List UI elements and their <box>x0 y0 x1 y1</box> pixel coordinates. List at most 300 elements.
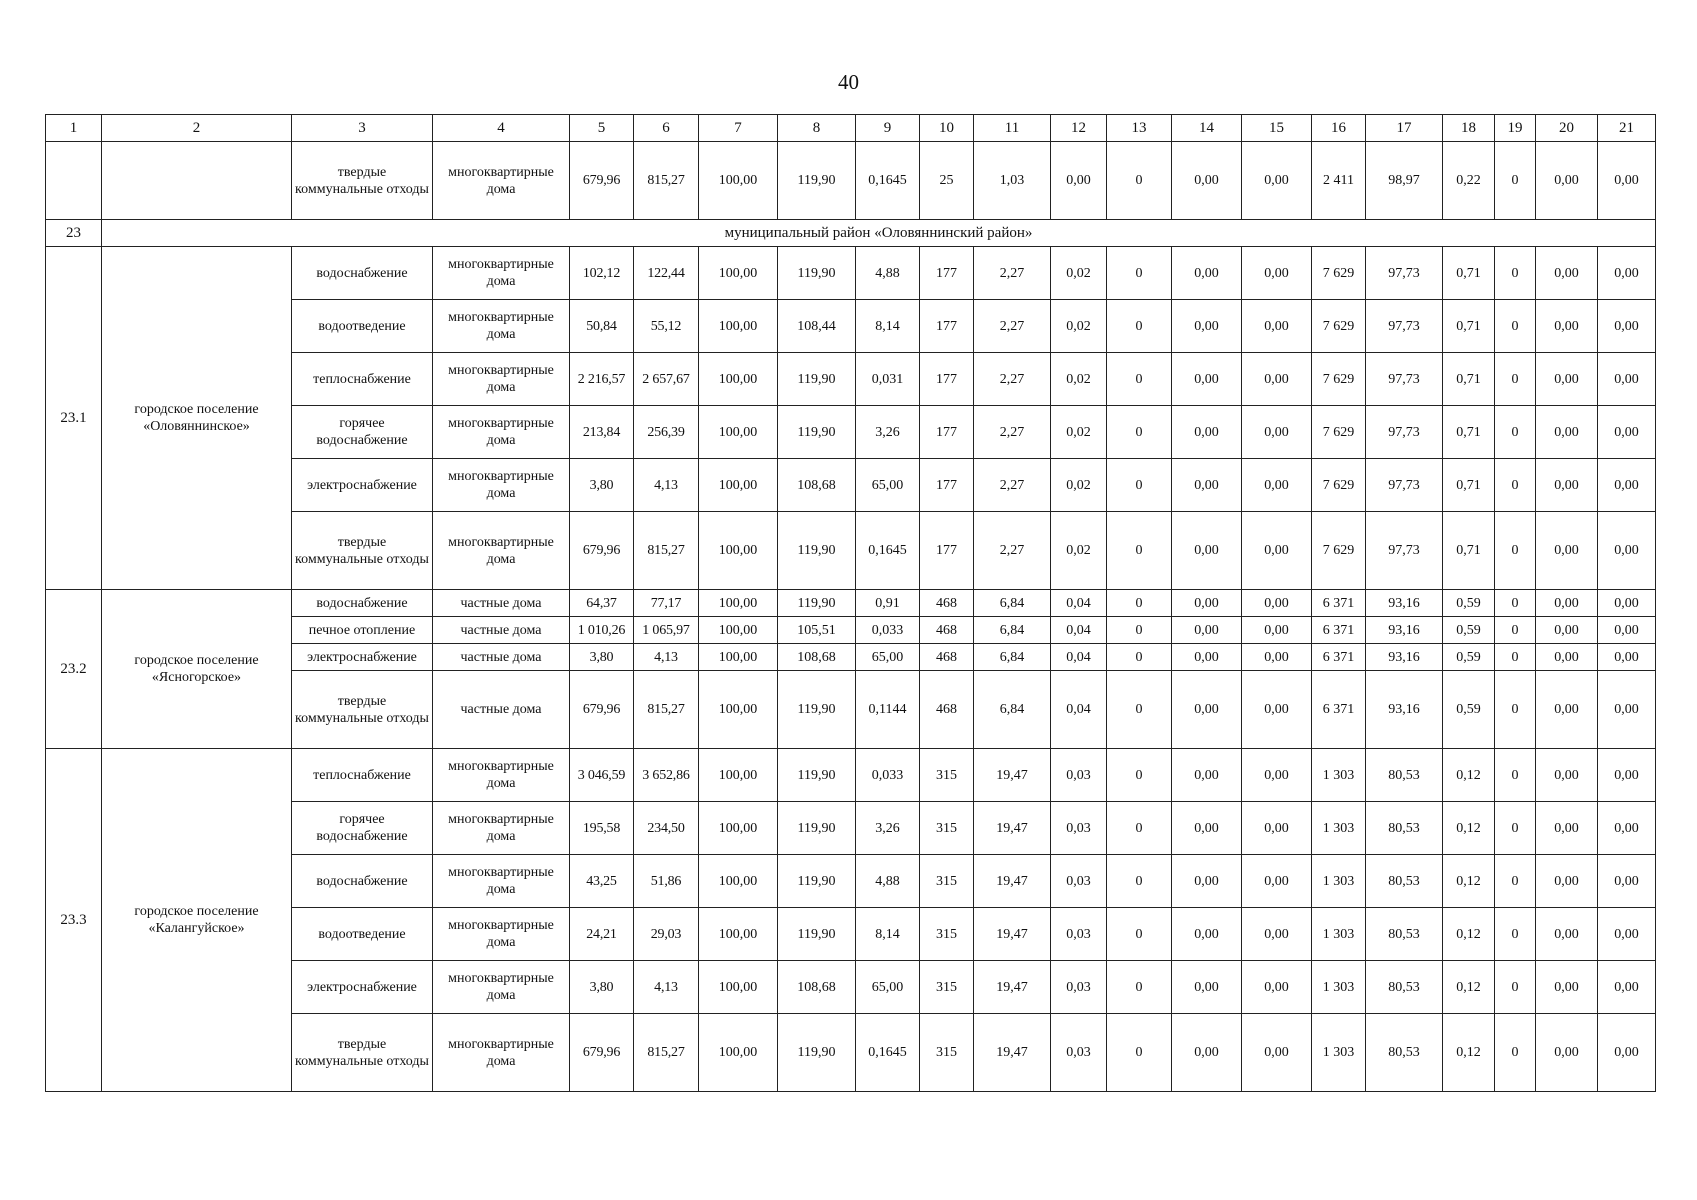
table-cell: 64,37 <box>570 590 634 617</box>
table-cell: 50,84 <box>570 300 634 353</box>
service-cell: водоснабжение <box>292 247 433 300</box>
table-cell: 80,53 <box>1366 961 1443 1014</box>
table-cell: 177 <box>920 406 974 459</box>
table-cell: 19,47 <box>974 855 1051 908</box>
table-cell: 0,00 <box>1242 644 1312 671</box>
table-cell: 0,02 <box>1051 406 1107 459</box>
table-cell: 468 <box>920 617 974 644</box>
table-cell: 0,00 <box>1172 590 1242 617</box>
table-cell: 177 <box>920 459 974 512</box>
table-cell: 0,00 <box>1172 459 1242 512</box>
table-cell: 0,00 <box>1172 353 1242 406</box>
table-cell: 7 629 <box>1312 247 1366 300</box>
table-cell: 0,00 <box>1598 590 1656 617</box>
table-cell: 97,73 <box>1366 300 1443 353</box>
table-cell: 100,00 <box>699 459 778 512</box>
table-cell: 0,03 <box>1051 908 1107 961</box>
table-cell: 0,00 <box>1598 617 1656 644</box>
table-cell: 100,00 <box>699 142 778 220</box>
table-cell: 0,00 <box>1242 749 1312 802</box>
table-cell: 815,27 <box>634 1014 699 1092</box>
table-cell: 0,71 <box>1443 300 1495 353</box>
table-cell: 0,00 <box>1536 406 1598 459</box>
housing-cell: многоквартирные дома <box>433 512 570 590</box>
table-cell: 0,00 <box>1172 142 1242 220</box>
table-cell: 0 <box>1495 1014 1536 1092</box>
table-cell: 0,12 <box>1443 1014 1495 1092</box>
housing-cell: многоквартирные дома <box>433 406 570 459</box>
table-cell: 100,00 <box>699 590 778 617</box>
table-cell: 0,00 <box>1172 1014 1242 1092</box>
table-cell: 0,00 <box>1536 459 1598 512</box>
table-cell: 0,00 <box>1242 617 1312 644</box>
table-cell: 0,00 <box>1242 961 1312 1014</box>
table-cell: 2 657,67 <box>634 353 699 406</box>
table-cell: 0,02 <box>1051 459 1107 512</box>
table-cell: 0,00 <box>1242 406 1312 459</box>
table-cell: 7 629 <box>1312 459 1366 512</box>
table-cell: 55,12 <box>634 300 699 353</box>
service-cell: твердые коммунальные отходы <box>292 671 433 749</box>
table-cell: 468 <box>920 644 974 671</box>
table-cell: 119,90 <box>778 406 856 459</box>
table-cell: 4,13 <box>634 644 699 671</box>
table-cell: 6,84 <box>974 644 1051 671</box>
table-cell: 0,00 <box>1172 855 1242 908</box>
table-cell: 4,88 <box>856 247 920 300</box>
table-cell: 0 <box>1107 1014 1172 1092</box>
table-body <box>46 115 1656 1092</box>
table-cell: 0,04 <box>1051 671 1107 749</box>
column-header: 13 <box>1107 115 1172 142</box>
service-cell: твердые коммунальные отходы <box>292 142 433 220</box>
table-cell: 19,47 <box>974 802 1051 855</box>
table-cell: 0,033 <box>856 617 920 644</box>
table-cell: 119,90 <box>778 855 856 908</box>
table-cell: 1 303 <box>1312 908 1366 961</box>
table-cell: 0 <box>1495 671 1536 749</box>
table-cell: 0 <box>1107 590 1172 617</box>
table-cell: 7 629 <box>1312 300 1366 353</box>
column-header: 2 <box>102 115 292 142</box>
table-cell: 0 <box>1495 908 1536 961</box>
table-row <box>46 590 1656 617</box>
table-cell: 80,53 <box>1366 908 1443 961</box>
column-header: 11 <box>974 115 1051 142</box>
column-header: 19 <box>1495 115 1536 142</box>
table-cell: 108,68 <box>778 961 856 1014</box>
table-cell: 0,00 <box>1598 406 1656 459</box>
table-cell: 0,03 <box>1051 855 1107 908</box>
table-cell: 80,53 <box>1366 1014 1443 1092</box>
table-cell: 0,00 <box>1536 961 1598 1014</box>
table-cell: 0,00 <box>1598 1014 1656 1092</box>
table-cell: 0,12 <box>1443 749 1495 802</box>
housing-cell: многоквартирные дома <box>433 749 570 802</box>
table-cell: 0,00 <box>1172 512 1242 590</box>
housing-cell: частные дома <box>433 644 570 671</box>
table-cell: 25 <box>920 142 974 220</box>
table-cell: 0,00 <box>1598 855 1656 908</box>
table-cell: 119,90 <box>778 908 856 961</box>
table-cell: 0,00 <box>1172 247 1242 300</box>
table-cell: 0 <box>1107 247 1172 300</box>
housing-cell: многоквартирные дома <box>433 1014 570 1092</box>
table-cell: 119,90 <box>778 247 856 300</box>
table-cell: 93,16 <box>1366 590 1443 617</box>
table-cell: 100,00 <box>699 300 778 353</box>
table-cell: 0,00 <box>1536 353 1598 406</box>
table-cell: 0,00 <box>1172 644 1242 671</box>
housing-cell: многоквартирные дома <box>433 908 570 961</box>
settlement-cell: городское поселение «Калангуйское» <box>102 749 292 1092</box>
table-cell: 0,00 <box>1172 961 1242 1014</box>
table-cell: 0,00 <box>1536 590 1598 617</box>
housing-cell: частные дома <box>433 617 570 644</box>
table-cell: 3 652,86 <box>634 749 699 802</box>
table-cell: 119,90 <box>778 802 856 855</box>
table-cell: 3,80 <box>570 961 634 1014</box>
table-cell: 108,68 <box>778 644 856 671</box>
table-cell: 119,90 <box>778 749 856 802</box>
table-cell: 8,14 <box>856 908 920 961</box>
district-name: муниципальный район «Оловяннинский район» <box>102 220 1656 247</box>
table-cell: 0,71 <box>1443 247 1495 300</box>
table-cell: 0 <box>1107 671 1172 749</box>
district-number: 23 <box>46 220 102 247</box>
table-cell: 7 629 <box>1312 353 1366 406</box>
table-cell: 0,02 <box>1051 353 1107 406</box>
table-cell: 100,00 <box>699 247 778 300</box>
table-cell: 6,84 <box>974 671 1051 749</box>
table-cell: 0 <box>1495 142 1536 220</box>
table-cell: 234,50 <box>634 802 699 855</box>
table-cell: 93,16 <box>1366 644 1443 671</box>
table-cell: 0,00 <box>1598 961 1656 1014</box>
table-cell: 1 303 <box>1312 802 1366 855</box>
table-cell: 679,96 <box>570 512 634 590</box>
table-cell: 0,00 <box>1536 247 1598 300</box>
table-cell: 0,00 <box>1598 142 1656 220</box>
table-cell: 100,00 <box>699 908 778 961</box>
table-cell: 6 371 <box>1312 590 1366 617</box>
table-cell: 0 <box>1495 802 1536 855</box>
housing-cell: многоквартирные дома <box>433 459 570 512</box>
group-number-cell: 23.1 <box>46 247 102 590</box>
column-header: 8 <box>778 115 856 142</box>
table-cell: 0,00 <box>1536 749 1598 802</box>
table-cell: 0,12 <box>1443 802 1495 855</box>
table-cell: 0 <box>1107 961 1172 1014</box>
table-cell: 213,84 <box>570 406 634 459</box>
table-cell: 1,03 <box>974 142 1051 220</box>
table-cell: 315 <box>920 961 974 1014</box>
table-cell: 0,00 <box>1598 749 1656 802</box>
table-cell: 102,12 <box>570 247 634 300</box>
housing-cell: частные дома <box>433 590 570 617</box>
column-header: 15 <box>1242 115 1312 142</box>
table-cell: 0,033 <box>856 749 920 802</box>
column-header: 7 <box>699 115 778 142</box>
table-cell: 24,21 <box>570 908 634 961</box>
table-cell: 0,71 <box>1443 459 1495 512</box>
table-cell: 0 <box>1495 644 1536 671</box>
table-cell: 0,04 <box>1051 617 1107 644</box>
service-cell: горячее водоснабжение <box>292 802 433 855</box>
table-cell: 815,27 <box>634 142 699 220</box>
table-cell: 122,44 <box>634 247 699 300</box>
table-cell: 119,90 <box>778 512 856 590</box>
table-cell: 51,86 <box>634 855 699 908</box>
table-cell: 0,00 <box>1242 512 1312 590</box>
table-row <box>46 247 1656 300</box>
table-cell: 0 <box>1495 590 1536 617</box>
table-cell: 0,00 <box>1598 671 1656 749</box>
table-cell: 0 <box>1107 300 1172 353</box>
housing-cell: многоквартирные дома <box>433 353 570 406</box>
table-cell: 0,12 <box>1443 855 1495 908</box>
table-cell: 0,1144 <box>856 671 920 749</box>
table-cell: 0,00 <box>1242 855 1312 908</box>
service-cell: твердые коммунальные отходы <box>292 1014 433 1092</box>
table-cell: 2 411 <box>1312 142 1366 220</box>
table-cell: 80,53 <box>1366 855 1443 908</box>
table-cell: 0,00 <box>1242 671 1312 749</box>
table-cell: 0,12 <box>1443 961 1495 1014</box>
table-cell: 2,27 <box>974 512 1051 590</box>
table-cell: 0,00 <box>1242 353 1312 406</box>
column-header: 5 <box>570 115 634 142</box>
table-cell: 679,96 <box>570 142 634 220</box>
column-header: 6 <box>634 115 699 142</box>
table-cell: 315 <box>920 802 974 855</box>
table-cell: 119,90 <box>778 353 856 406</box>
table-cell: 0,00 <box>1598 908 1656 961</box>
table-cell: 0,00 <box>1598 353 1656 406</box>
table-cell: 77,17 <box>634 590 699 617</box>
table-cell: 0,00 <box>1536 142 1598 220</box>
table-cell: 0,00 <box>1242 300 1312 353</box>
table-cell: 0 <box>1495 353 1536 406</box>
table-cell: 6 371 <box>1312 617 1366 644</box>
table-cell: 119,90 <box>778 671 856 749</box>
housing-cell: многоквартирные дома <box>433 300 570 353</box>
table-cell: 0 <box>1107 749 1172 802</box>
group-number-cell: 23.3 <box>46 749 102 1092</box>
table-cell: 0 <box>1495 512 1536 590</box>
table-cell: 0 <box>1495 749 1536 802</box>
table-cell: 0,91 <box>856 590 920 617</box>
column-header: 16 <box>1312 115 1366 142</box>
table-cell: 0,00 <box>1536 802 1598 855</box>
table-cell: 0 <box>1495 459 1536 512</box>
table-cell: 0,00 <box>1172 300 1242 353</box>
table-cell: 19,47 <box>974 961 1051 1014</box>
table-cell: 119,90 <box>778 590 856 617</box>
table-cell: 315 <box>920 908 974 961</box>
table-cell: 0,00 <box>1598 300 1656 353</box>
table-cell: 97,73 <box>1366 247 1443 300</box>
service-cell: горячее водоснабжение <box>292 406 433 459</box>
housing-cell: многоквартирные дома <box>433 961 570 1014</box>
table-cell: 0,71 <box>1443 406 1495 459</box>
table-cell: 65,00 <box>856 961 920 1014</box>
table-cell: 0 <box>1107 802 1172 855</box>
table-cell: 3,80 <box>570 459 634 512</box>
table-cell: 0 <box>1495 961 1536 1014</box>
table-cell: 1 065,97 <box>634 617 699 644</box>
table-cell: 177 <box>920 300 974 353</box>
table-cell: 0,22 <box>1443 142 1495 220</box>
table-cell: 100,00 <box>699 617 778 644</box>
table-cell: 0,71 <box>1443 512 1495 590</box>
housing-cell: многоквартирные дома <box>433 855 570 908</box>
table-cell: 97,73 <box>1366 512 1443 590</box>
table-cell: 0,71 <box>1443 353 1495 406</box>
table-cell: 0 <box>1107 512 1172 590</box>
district-row <box>46 220 1656 247</box>
table-cell: 468 <box>920 590 974 617</box>
table-cell: 19,47 <box>974 749 1051 802</box>
table-cell: 3 046,59 <box>570 749 634 802</box>
table-cell: 0,00 <box>1536 300 1598 353</box>
table-cell: 0,00 <box>1051 142 1107 220</box>
column-header: 21 <box>1598 115 1656 142</box>
table-cell: 0,00 <box>1242 1014 1312 1092</box>
table-cell: 0,00 <box>1536 1014 1598 1092</box>
service-cell: твердые коммунальные отходы <box>292 512 433 590</box>
service-cell: электроснабжение <box>292 459 433 512</box>
table-row <box>46 142 1656 220</box>
table-cell: 100,00 <box>699 802 778 855</box>
table-cell: 0,00 <box>1536 908 1598 961</box>
table-cell: 177 <box>920 512 974 590</box>
housing-cell: многоквартирные дома <box>433 802 570 855</box>
service-cell: теплоснабжение <box>292 749 433 802</box>
header-row <box>46 115 1656 142</box>
table-cell: 0,03 <box>1051 749 1107 802</box>
table-row <box>46 749 1656 802</box>
table-cell: 119,90 <box>778 142 856 220</box>
table-cell: 0,03 <box>1051 961 1107 1014</box>
table-cell: 93,16 <box>1366 617 1443 644</box>
table-cell: 100,00 <box>699 749 778 802</box>
settlement-cell: городское поселение «Ясногорское» <box>102 590 292 749</box>
service-cell: водоотведение <box>292 908 433 961</box>
table-cell: 19,47 <box>974 1014 1051 1092</box>
table-cell: 2 216,57 <box>570 353 634 406</box>
table-cell: 0,1645 <box>856 142 920 220</box>
table-cell: 0,00 <box>1536 644 1598 671</box>
table-cell: 0,031 <box>856 353 920 406</box>
table-cell: 0 <box>1107 406 1172 459</box>
table-cell: 0 <box>1495 406 1536 459</box>
table-cell: 0,1645 <box>856 1014 920 1092</box>
column-header: 18 <box>1443 115 1495 142</box>
service-cell: электроснабжение <box>292 961 433 1014</box>
table-cell: 0,00 <box>1242 908 1312 961</box>
table-cell: 0,00 <box>1172 749 1242 802</box>
table-cell: 2,27 <box>974 406 1051 459</box>
table-cell: 100,00 <box>699 961 778 1014</box>
column-header: 20 <box>1536 115 1598 142</box>
table-cell: 2,27 <box>974 353 1051 406</box>
service-cell: водоотведение <box>292 300 433 353</box>
table-cell: 0 <box>1107 855 1172 908</box>
column-header: 10 <box>920 115 974 142</box>
table-cell: 815,27 <box>634 512 699 590</box>
table-cell: 93,16 <box>1366 671 1443 749</box>
table-cell: 4,88 <box>856 855 920 908</box>
table-cell: 0,00 <box>1242 459 1312 512</box>
table-cell: 0,02 <box>1051 300 1107 353</box>
table-cell: 0,00 <box>1242 247 1312 300</box>
table-cell: 0,59 <box>1443 644 1495 671</box>
table-cell: 177 <box>920 353 974 406</box>
group-number-cell: 23.2 <box>46 590 102 749</box>
service-cell: электроснабжение <box>292 644 433 671</box>
table-cell: 2,27 <box>974 247 1051 300</box>
service-cell: теплоснабжение <box>292 353 433 406</box>
table-cell: 0,59 <box>1443 671 1495 749</box>
table-cell: 6 371 <box>1312 644 1366 671</box>
table-cell: 7 629 <box>1312 512 1366 590</box>
table-cell: 19,47 <box>974 908 1051 961</box>
table-cell: 0 <box>1107 353 1172 406</box>
column-header: 1 <box>46 115 102 142</box>
table-cell: 679,96 <box>570 671 634 749</box>
table-cell: 0,00 <box>1536 617 1598 644</box>
page-number: 40 <box>838 70 859 94</box>
housing-cell: многоквартирные дома <box>433 142 570 220</box>
column-header: 4 <box>433 115 570 142</box>
table-cell: 0,03 <box>1051 1014 1107 1092</box>
table-cell: 1 303 <box>1312 749 1366 802</box>
table-cell: 3,26 <box>856 406 920 459</box>
table-cell: 7 629 <box>1312 406 1366 459</box>
table-cell: 0,00 <box>1242 802 1312 855</box>
table-cell: 256,39 <box>634 406 699 459</box>
table-cell: 100,00 <box>699 406 778 459</box>
group-number-cell <box>46 142 102 220</box>
service-cell: водоснабжение <box>292 855 433 908</box>
table-cell: 0 <box>1107 908 1172 961</box>
table-cell: 0,02 <box>1051 247 1107 300</box>
table-cell: 0 <box>1495 855 1536 908</box>
table-cell: 1 010,26 <box>570 617 634 644</box>
table-cell: 0,00 <box>1536 855 1598 908</box>
table-cell: 0,00 <box>1598 512 1656 590</box>
housing-cell: частные дома <box>433 671 570 749</box>
table-cell: 0,00 <box>1242 142 1312 220</box>
table-cell: 4,13 <box>634 961 699 1014</box>
table-cell: 0,00 <box>1172 617 1242 644</box>
table-cell: 97,73 <box>1366 459 1443 512</box>
table-cell: 98,97 <box>1366 142 1443 220</box>
table-cell: 0,12 <box>1443 908 1495 961</box>
table-cell: 119,90 <box>778 1014 856 1092</box>
table-cell: 4,13 <box>634 459 699 512</box>
table-cell: 0 <box>1107 142 1172 220</box>
table-cell: 105,51 <box>778 617 856 644</box>
table-cell: 80,53 <box>1366 749 1443 802</box>
table-cell: 315 <box>920 1014 974 1092</box>
service-cell: водоснабжение <box>292 590 433 617</box>
table-cell: 0,00 <box>1172 406 1242 459</box>
table-cell: 29,03 <box>634 908 699 961</box>
table-cell: 3,26 <box>856 802 920 855</box>
table-cell: 0,00 <box>1242 590 1312 617</box>
